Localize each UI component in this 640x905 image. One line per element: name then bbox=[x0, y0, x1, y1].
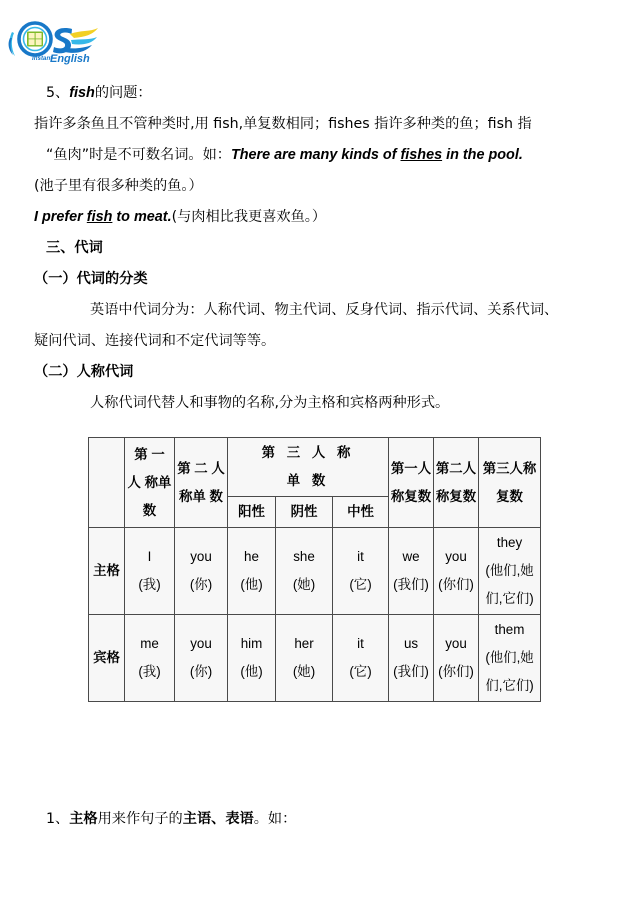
header-neuter: 中性 bbox=[333, 497, 389, 528]
cell-cn: (他们,她们,它们) bbox=[485, 563, 534, 606]
logo-brand-small: Instant bbox=[32, 55, 53, 62]
prefer-translation: (与肉相比我更喜欢鱼。） bbox=[171, 209, 327, 225]
cell-subjective-2p bbox=[434, 528, 479, 615]
paragraph-5: 英语中代词分为：人称代词、物主代词、反身代词、指示代词、关系代词、 bbox=[90, 302, 559, 318]
cell-cn: (你们) bbox=[438, 664, 474, 679]
cell-cn: (它) bbox=[349, 664, 372, 679]
cell-en: you bbox=[445, 549, 467, 564]
personal-pronoun-table-container bbox=[88, 437, 537, 702]
paragraph-4 bbox=[34, 202, 616, 233]
last-line-text-2: 。如： bbox=[253, 811, 297, 828]
item-5-keyword: fish bbox=[69, 85, 95, 101]
paragraph-1: 指许多条鱼且不管种类时,用 fish,单复数相同；fishes 指许多种类的鱼；fish 指 bbox=[34, 116, 532, 132]
table-corner-cell bbox=[89, 438, 125, 528]
item-5-rest: 的问题： bbox=[94, 85, 152, 101]
item-5-heading bbox=[34, 78, 616, 109]
cell-cn: (他) bbox=[240, 577, 263, 592]
cell-en: her bbox=[294, 636, 314, 651]
table-row bbox=[89, 615, 541, 702]
example-sentence-a: There are many kinds of bbox=[230, 147, 401, 163]
cell-cn: (他) bbox=[240, 664, 263, 679]
header-third-person-title: 第 三 人 称 bbox=[261, 445, 355, 460]
cell-en: you bbox=[190, 549, 212, 564]
cell-cn: (他们,她们,它们) bbox=[485, 650, 534, 693]
numbered-item-1 bbox=[34, 804, 614, 835]
table-header-row-1 bbox=[89, 438, 541, 497]
paragraph-2 bbox=[34, 140, 616, 171]
cell-objective-3p bbox=[479, 615, 541, 702]
cell-en: me bbox=[140, 636, 159, 651]
cell-en: it bbox=[357, 549, 364, 564]
document-body bbox=[0, 78, 640, 419]
header-masculine: 阳性 bbox=[228, 497, 276, 528]
cell-cn: (她) bbox=[292, 577, 316, 592]
cell-cn: (你) bbox=[189, 664, 213, 679]
paragraph-6: 疑问代词、连接代词和不定代词等等。 bbox=[34, 333, 276, 349]
cell-cn: (她) bbox=[292, 664, 316, 679]
cell-subjective-3s-neut bbox=[333, 528, 389, 615]
cell-objective-3s-masc bbox=[228, 615, 276, 702]
last-line-bold-roles: 主语、表语 bbox=[182, 811, 254, 828]
cell-en: you bbox=[190, 636, 212, 651]
paragraph-2-prefix: “鱼肉”时是不可数名词。如： bbox=[46, 147, 231, 163]
cell-cn: (我们) bbox=[393, 577, 429, 592]
paragraph-3-translation: (池子里有很多种类的鱼。） bbox=[34, 178, 203, 194]
last-line-text-1: 用来作句子的 bbox=[97, 811, 183, 828]
header-third-person-subtitle: 单 数 bbox=[286, 473, 330, 488]
subsection-heading-one: （一）代词的分类 bbox=[34, 271, 148, 287]
cell-subjective-3p bbox=[479, 528, 541, 615]
cell-cn: (我们) bbox=[393, 664, 429, 679]
cell-cn: (我) bbox=[138, 664, 161, 679]
cell-subjective-3s-masc bbox=[228, 528, 276, 615]
row-label-subjective: 主格 bbox=[89, 528, 125, 615]
cell-objective-1p bbox=[389, 615, 434, 702]
header-feminine: 阴性 bbox=[276, 497, 333, 528]
cell-subjective-2s bbox=[175, 528, 228, 615]
logo-grid-cell-3 bbox=[29, 39, 35, 45]
logo-grid-cell-2 bbox=[36, 33, 42, 39]
logo-grid-cell-4 bbox=[36, 39, 42, 45]
cell-cn: (它) bbox=[349, 577, 372, 592]
cell-objective-3s-neut bbox=[333, 615, 389, 702]
cell-en: it bbox=[357, 636, 364, 651]
instant-english-logo bbox=[8, 18, 100, 66]
cell-objective-2s bbox=[175, 615, 228, 702]
cell-en: he bbox=[244, 549, 259, 564]
cell-objective-1s bbox=[125, 615, 175, 702]
item-5-number: 5、 bbox=[46, 85, 70, 101]
cell-en: they bbox=[496, 535, 523, 550]
cell-subjective-3s-fem bbox=[276, 528, 333, 615]
header-second-person-singular: 第 二 人 称单 数 bbox=[175, 438, 228, 528]
cell-cn: (我) bbox=[138, 577, 161, 592]
row-label-objective: 宾格 bbox=[89, 615, 125, 702]
header-first-person-plural: 第一人称复数 bbox=[389, 438, 434, 528]
example-sentence-b: in the pool. bbox=[442, 147, 523, 163]
logo-flame-top bbox=[70, 28, 98, 38]
last-line-bold-subjective: 主格 bbox=[69, 811, 98, 828]
logo-flame-mid bbox=[71, 37, 97, 44]
logo-brand-main: English bbox=[50, 53, 90, 65]
cell-subjective-1p bbox=[389, 528, 434, 615]
header-first-person-singular: 第 一 人 称单 数 bbox=[125, 438, 175, 528]
cell-objective-2p bbox=[434, 615, 479, 702]
logo-svg bbox=[8, 18, 100, 66]
subsection-heading-two: （二）人称代词 bbox=[34, 364, 134, 380]
logo-grid-cell-1 bbox=[29, 33, 35, 39]
section-heading-three: 三、代词 bbox=[46, 240, 103, 256]
table-row bbox=[89, 528, 541, 615]
cell-en: them bbox=[494, 622, 525, 637]
cell-objective-3s-fem bbox=[276, 615, 333, 702]
prefer-underlined-fish: fish bbox=[86, 209, 113, 225]
cell-en: I bbox=[147, 549, 152, 564]
header-third-person-plural: 第三人称复数 bbox=[479, 438, 541, 528]
example-underlined-fishes: fishes bbox=[400, 147, 443, 163]
header-second-person-plural: 第二人称复数 bbox=[434, 438, 479, 528]
paragraph-7: 人称代词代替人和事物的名称,分为主格和宾格两种形式。 bbox=[90, 395, 450, 411]
prefer-sentence-b: to meat. bbox=[112, 209, 172, 225]
cell-cn: (你) bbox=[189, 577, 213, 592]
last-line-number: 1、 bbox=[46, 811, 70, 828]
cell-en: us bbox=[403, 636, 419, 651]
cell-en: we bbox=[402, 549, 420, 564]
cell-en: you bbox=[445, 636, 467, 651]
prefer-sentence-a: I prefer bbox=[34, 209, 87, 225]
cell-cn: (你们) bbox=[438, 577, 474, 592]
cell-subjective-1s bbox=[125, 528, 175, 615]
cell-en: she bbox=[293, 549, 315, 564]
personal-pronoun-table bbox=[88, 437, 541, 702]
cell-en: him bbox=[240, 636, 263, 651]
header-third-person-singular-group bbox=[228, 438, 389, 497]
